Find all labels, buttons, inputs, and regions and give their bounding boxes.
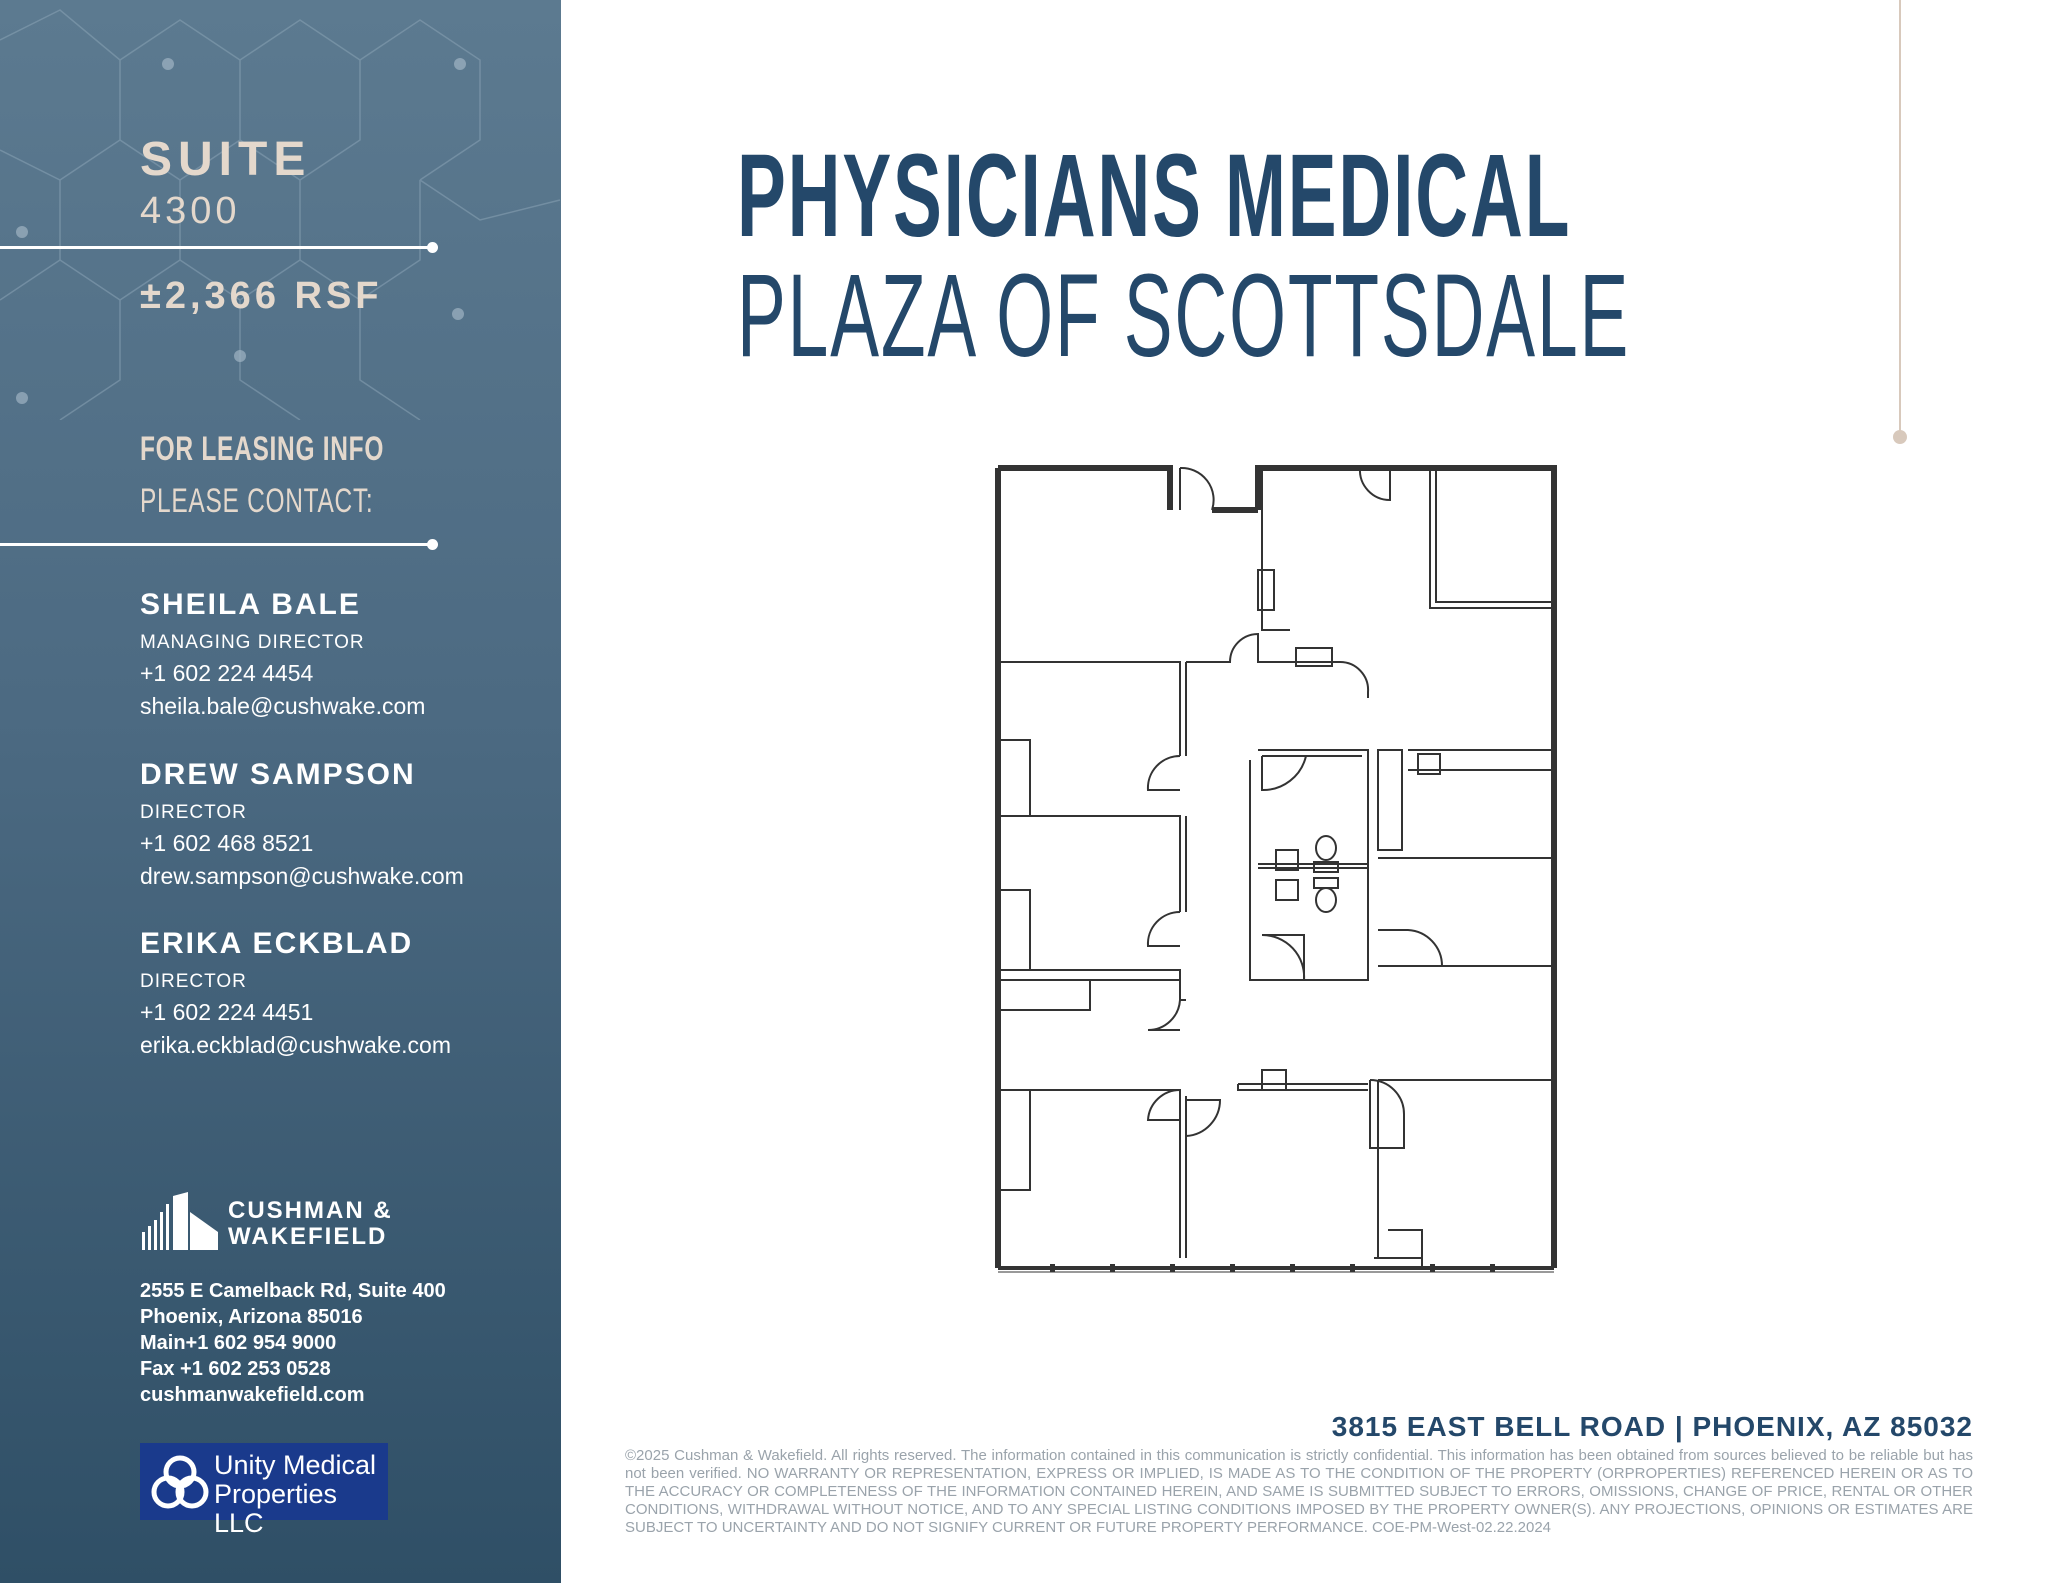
suite-label: SUITE: [140, 133, 312, 186]
exterior-wall: [998, 468, 1170, 510]
suite-number: 4300: [140, 190, 241, 232]
contact-phone[interactable]: +1 602 224 4454: [140, 660, 314, 686]
unity-line2: Properties LLC: [214, 1479, 338, 1538]
legal-disclaimer: ©2025 Cushman & Wakefield. All rights reserved. The information contained in this communication is strictly confidential. This information has been obtained from sources believed to be reliable but has not been verified. NO WARRANTY OR REPRESENTATION, EXPRESS OR IMPLIED, IS MADE AS TO THE CONDITION OF THE PROPERTY (ORPROPERTIES) REFERENCED HEREIN OR AS TO THE ACCURACY OR COMPLETENESS OF THE INFORMATION CONTAINED HEREIN, AND SAME IS SUBMITTED SUBJECT TO ERRORS, OMISSIONS, CHANGE OF PRICE, RENTAL OR OTHER CONDITIONS, WITHDRAWAL WITHOUT NOTICE, AND TO ANY SPECIAL LISTING CONDITIONS IMPOSED BY THE PROPERTY OWNER(S). ANY PROJECTIONS, OPINIONS OR ESTIMATES ARE SUBJECT TO UNCERTAINTY AND DO NOT SIGNIFY CURRENT OR FUTURE PROPERTY PERFORMANCE. COE-PM-West-02.22.2024: [625, 1447, 1973, 1536]
office-city: Phoenix, Arizona 85016: [140, 1306, 363, 1328]
floor-plan: [990, 460, 1570, 1280]
logo-line2: WAKEFIELD: [228, 1223, 388, 1250]
contact-phone[interactable]: +1 602 468 8521: [140, 830, 314, 856]
office-website[interactable]: cushmanwakefield.com: [140, 1384, 365, 1406]
contact-card: [140, 758, 464, 890]
unity-line1: Unity Medical: [214, 1450, 377, 1480]
contact-title: DIRECTOR: [140, 971, 247, 992]
suite-divider: [0, 246, 432, 249]
property-subtitle: PLAZA OF SCOTTSDALE: [737, 250, 1631, 382]
office-fax: Fax +1 602 253 0528: [140, 1358, 331, 1380]
unity-medical-logo: [140, 1443, 388, 1538]
contact-title: MANAGING DIRECTOR: [140, 632, 365, 653]
divider-dot: [427, 539, 438, 550]
contact-name: ERIKA ECKBLAD: [140, 927, 414, 960]
contact-title: DIRECTOR: [140, 802, 247, 823]
leasing-info-heading: FOR LEASING INFO: [140, 430, 385, 468]
building-icon: [140, 1192, 218, 1250]
accent-dot: [1893, 430, 1907, 444]
property-title: PHYSICIANS MEDICAL: [737, 130, 1572, 262]
accent-line: [1899, 0, 1901, 432]
leasing-divider: [0, 543, 432, 546]
hexagon-pattern: [0, 0, 561, 420]
office-address: [140, 1278, 446, 1408]
office-main-phone[interactable]: Main+1 602 954 9000: [140, 1332, 337, 1354]
contact-card: [140, 588, 425, 720]
contact-email[interactable]: drew.sampson@cushwake.com: [140, 863, 464, 889]
contact-email[interactable]: erika.eckblad@cushwake.com: [140, 1032, 451, 1058]
contact-email[interactable]: sheila.bale@cushwake.com: [140, 693, 426, 719]
leasing-info-subheading: PLEASE CONTACT:: [140, 482, 374, 520]
logo-text: [228, 1198, 393, 1250]
unity-emblem-icon: [148, 1450, 212, 1514]
rsf-area: ±2,366 RSF: [140, 275, 383, 317]
contact-phone[interactable]: +1 602 224 4451: [140, 999, 314, 1025]
property-address: 3815 EAST BELL ROAD | PHOENIX, AZ 85032: [1331, 1411, 1973, 1442]
contact-name: SHEILA BALE: [140, 588, 361, 621]
office-street: 2555 E Camelback Rd, Suite 400: [140, 1280, 446, 1302]
sidebar: [0, 0, 561, 1583]
logo-line1: CUSHMAN &: [228, 1197, 393, 1224]
cushman-wakefield-logo: [140, 1192, 440, 1252]
divider-dot: [427, 242, 438, 253]
contact-card: [140, 927, 451, 1059]
unity-text: [214, 1451, 388, 1538]
contact-name: DREW SAMPSON: [140, 758, 416, 791]
